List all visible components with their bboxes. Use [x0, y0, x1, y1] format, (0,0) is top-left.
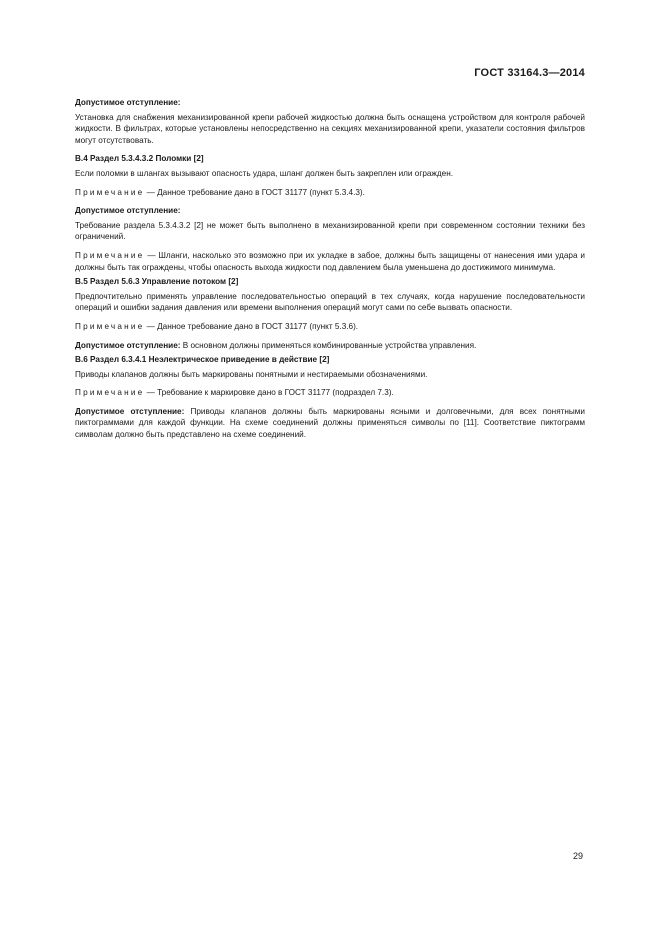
section-text-b4: Если поломки в шлангах вызывают опасность удара, шланг должен быть закреплен или огражден. — [75, 168, 454, 178]
deviation-text-b4: Требование раздела 5.3.4.3.2 [2] не может быть выполнено в механизированной крепи при современном состоянии техники без ограничений. — [75, 220, 585, 242]
section-heading-b5: В.5 Раздел 5.6.3 Управление потоком [2] — [75, 277, 239, 287]
note-label: Примечание — [75, 321, 145, 331]
section-text-b6: Приводы клапанов должны быть маркированы понятными и нестираемыми обозначениями. — [75, 369, 428, 379]
note-text: — Требование к маркировке дано в ГОСТ 31177 (подраздел 7.3). — [144, 388, 394, 398]
section-text-b5: Предпочтительно применять управление последовательностью операций в тех случаях, когда нарушение последовательности операций и ошибки задания давления или времени выполнения операций могут сами по себе вызвать опасности. — [75, 291, 585, 313]
note-text: — Данное требование дано в ГОСТ 31177 (пункт 5.3.4.3). — [144, 187, 365, 197]
note-label: Примечание — [75, 250, 145, 260]
deviation-text: Приводы клапанов должны быть маркированы ясными и долговечными, для всех понятными пиктограммами для каждой функции. На схеме соединений должны применяться символы по [11]. Соответствие пиктограмм символам должно быть представлено на схеме соединений. — [75, 406, 585, 440]
deviation-heading-b4: Допустимое отступление: — [75, 206, 181, 216]
note-b5 — [75, 321, 585, 333]
deviation-b6 — [75, 406, 585, 441]
note-text: — Шланги, насколько это возможно при их укладке в забое, должны быть защищены от нанесения ими удара и должны быть так ограждены, чтобы опасность выхода жидкости под давлением была уменьшена до достижимого минимума. — [75, 250, 585, 272]
note-b4 — [75, 187, 585, 199]
document-id: ГОСТ 33164.3—2014 — [474, 67, 585, 79]
note-label: Примечание — [75, 388, 145, 398]
deviation-heading-1: Допустимое отступление: — [75, 98, 181, 107]
deviation-text-1: Установка для снабжения механизированной крепи рабочей жидкостью должна быть оснащена устройством для контроля рабочей жидкости. В фильтрах, которые установлены непосредственно на секциях механизированной крепи, указатели состояния фильтров могут отсутствовать. — [75, 112, 585, 145]
deviation-text: В основном должны применяться комбинированные устройства управления. — [180, 340, 477, 350]
section-heading-b4: В.4 Раздел 5.3.4.3.2 Поломки [2] — [75, 154, 204, 164]
deviation-label: Допустимое отступление: — [75, 340, 181, 350]
note-label: Примечание — [75, 187, 145, 197]
page-content — [75, 97, 585, 441]
note-b4-2 — [75, 250, 585, 273]
deviation-label: Допустимое отступление: — [75, 406, 185, 416]
page-number: 29 — [572, 851, 583, 861]
note-text: — Данное требование дано в ГОСТ 31177 (пункт 5.3.6). — [144, 321, 359, 331]
section-heading-b6: В.6 Раздел 6.3.4.1 Неэлектрическое приведение в действие [2] — [75, 355, 330, 365]
deviation-b5 — [75, 340, 585, 352]
note-b6 — [75, 387, 585, 399]
